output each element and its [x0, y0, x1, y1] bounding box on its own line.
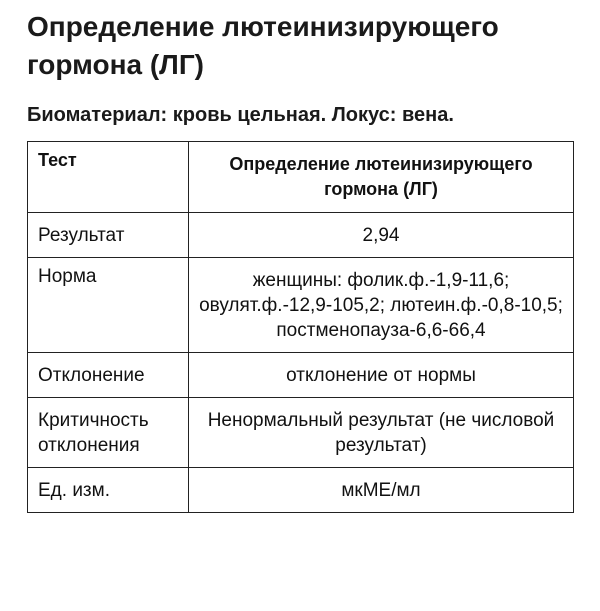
- row-label: Критичность отклонения: [28, 398, 189, 468]
- header-value-cell: Определение лютеинизирующего гормона (ЛГ): [189, 142, 574, 213]
- table-row-norm: [28, 258, 574, 353]
- row-label: Ед. изм.: [28, 468, 189, 513]
- table-row-criticality: [28, 398, 574, 468]
- biomaterial-subtitle: Биоматериал: кровь цельная. Локус: вена.: [27, 104, 454, 126]
- table-row-result: [28, 213, 574, 258]
- header-label-cell: Тест: [28, 142, 189, 213]
- table-header-row: [28, 142, 574, 213]
- row-value: женщины: фолик.ф.-1,9-11,6; овулят.ф.-12,9-105,2; лютеин.ф.-0,8-10,5; постменопауза-6,6-66,4: [189, 258, 574, 353]
- results-table: [27, 141, 574, 513]
- row-label: Норма: [28, 258, 189, 353]
- table-row-unit: [28, 468, 574, 513]
- row-value: мкМЕ/мл: [189, 468, 574, 513]
- table-row-deviation: [28, 353, 574, 398]
- row-value: Ненормальный результат (не числовой результат): [189, 398, 574, 468]
- page-title: Определение лютеинизирующего гормона (ЛГ): [27, 11, 499, 80]
- row-value: 2,94: [189, 213, 574, 258]
- row-label: Результат: [28, 213, 189, 258]
- row-label: Отклонение: [28, 353, 189, 398]
- row-value: отклонение от нормы: [189, 353, 574, 398]
